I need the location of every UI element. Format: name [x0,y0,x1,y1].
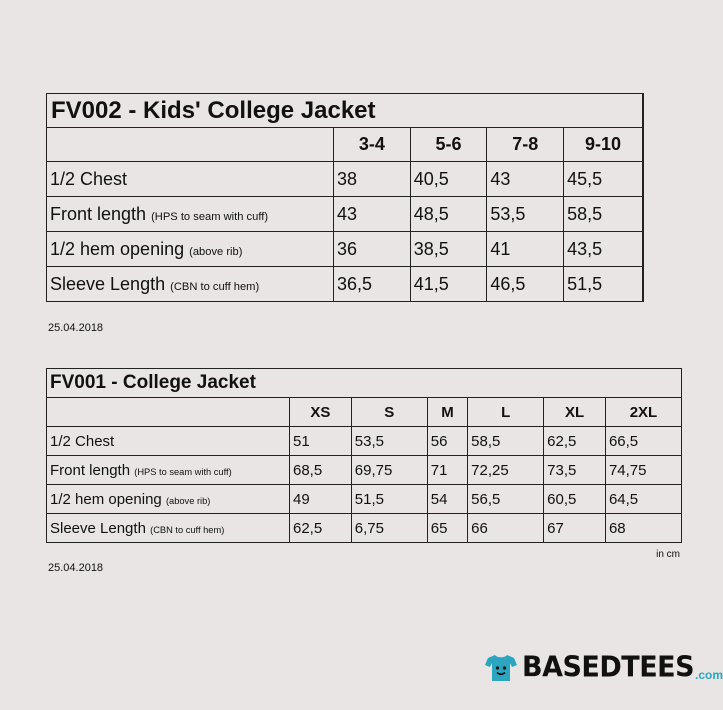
size-header: S [351,398,427,427]
table-row [47,197,644,232]
table-cell: 45,5 [564,162,643,197]
measurement-label: Sleeve Length (CBN to cuff hem) [47,514,290,543]
table-cell: 46,5 [487,267,564,302]
tshirt-icon [484,653,518,683]
measurement-label: Front length (HPS to seam with cuff) [47,197,334,232]
table-cell: 53,5 [487,197,564,232]
table-cell: 49 [290,485,352,514]
adult-table-date: 25.04.2018 [48,562,104,574]
size-header: L [468,398,544,427]
table-row [47,267,644,302]
table-cell: 56 [427,427,467,456]
table-cell: 74,75 [605,456,681,485]
size-header: 2XL [605,398,681,427]
unit-label: in cm [656,549,680,560]
size-header: 5-6 [410,128,487,162]
table-cell: 51,5 [564,267,643,302]
brand-logo [484,652,723,683]
measurement-note: (above rib) [165,495,211,506]
header-blank-cell [47,128,334,162]
table-cell: 73,5 [544,456,606,485]
measurement-note: (CBN to cuff hem) [170,280,260,293]
table-cell: 71 [427,456,467,485]
table-cell: 58,5 [564,197,643,232]
table-cell: 48,5 [410,197,487,232]
table-cell: 41,5 [410,267,487,302]
adult-size-table [46,368,682,543]
table-cell: 40,5 [410,162,487,197]
table-cell: 68,5 [290,456,352,485]
table-cell: 60,5 [544,485,606,514]
measurement-label: 1/2 hem opening (above rib) [47,232,334,267]
table-row [47,456,682,485]
table-cell: 62,5 [544,427,606,456]
measurement-note: (HPS to seam with cuff) [151,210,269,223]
table-cell: 43,5 [564,232,643,267]
table-cell: 54 [427,485,467,514]
brand-tld: .com [695,667,723,682]
size-header: M [427,398,467,427]
measurement-note: (HPS to seam with cuff) [134,466,232,477]
table-cell: 62,5 [290,514,352,543]
table-cell: 6,75 [351,514,427,543]
size-header: 9-10 [564,128,643,162]
size-header: XL [544,398,606,427]
table-cell: 66 [468,514,544,543]
table-cell: 64,5 [605,485,681,514]
table-cell: 51,5 [351,485,427,514]
table-cell: 58,5 [468,427,544,456]
table-cell: 67 [544,514,606,543]
table-cell: 68 [605,514,681,543]
table-row [47,232,644,267]
measurement-note: (CBN to cuff hem) [150,524,225,535]
table-cell: 43 [334,197,411,232]
table-cell: 43 [487,162,564,197]
table-cell: 36 [334,232,411,267]
table-row [47,514,682,543]
size-header: 3-4 [334,128,411,162]
measurement-label: 1/2 hem opening (above rib) [47,485,290,514]
table-cell: 56,5 [468,485,544,514]
table-cell: 38 [334,162,411,197]
measurement-label: Sleeve Length (CBN to cuff hem) [47,267,334,302]
table-row [47,162,644,197]
table-cell: 69,75 [351,456,427,485]
table-cell: 36,5 [334,267,411,302]
brand-name: BASEDTEES [522,651,695,684]
size-header: 7-8 [487,128,564,162]
table-row [47,485,682,514]
table-cell: 38,5 [410,232,487,267]
kids-size-table [46,93,644,302]
table-cell: 66,5 [605,427,681,456]
measurement-note: (above rib) [189,245,243,258]
table-cell: 72,25 [468,456,544,485]
adult-table-title: FV001 - College Jacket [47,369,682,398]
header-blank-cell [47,398,290,427]
table-cell: 51 [290,427,352,456]
table-cell: 41 [487,232,564,267]
table-row [47,427,682,456]
measurement-label: Front length (HPS to seam with cuff) [47,456,290,485]
measurement-label: 1/2 Chest [47,162,334,197]
kids-table-date: 25.04.2018 [48,322,104,334]
measurement-label: 1/2 Chest [47,427,290,456]
size-header: XS [290,398,352,427]
table-cell: 53,5 [351,427,427,456]
kids-table-title: FV002 - Kids' College Jacket [47,94,644,128]
table-cell: 65 [427,514,467,543]
